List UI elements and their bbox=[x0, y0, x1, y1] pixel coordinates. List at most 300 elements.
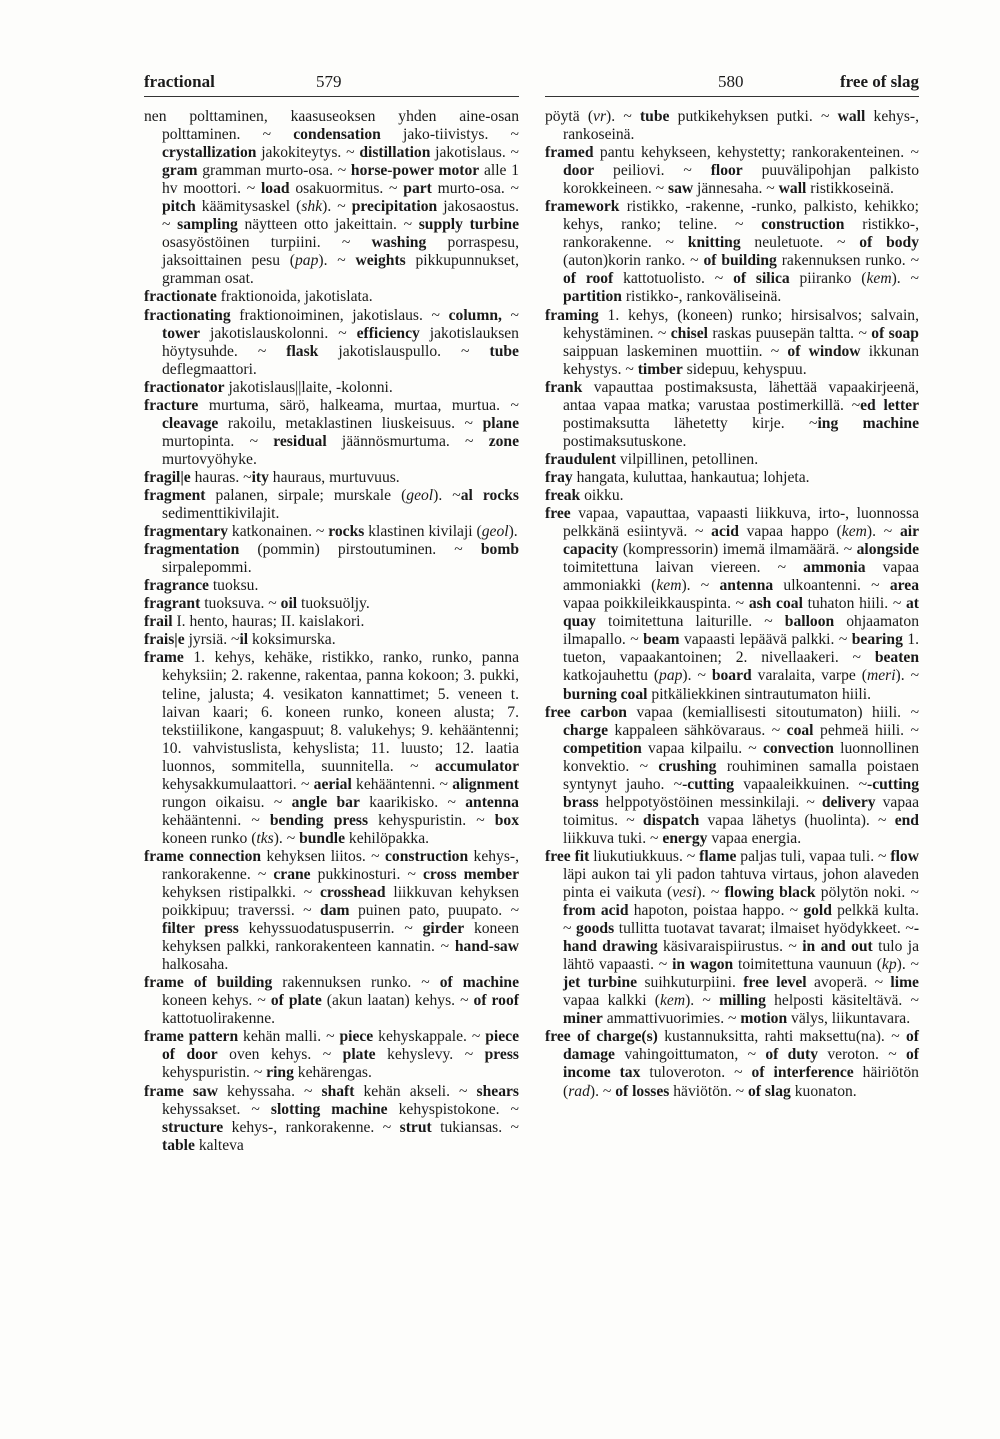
subentry-term: tube bbox=[489, 342, 519, 360]
definition-text: postimaksutuskone. bbox=[563, 432, 687, 450]
definition-text: häiriötön ( bbox=[563, 1064, 919, 1100]
subentry-term: crane bbox=[273, 865, 311, 883]
definition-text: häviötön. ~ bbox=[669, 1082, 748, 1100]
dictionary-entry bbox=[144, 108, 519, 288]
definition-text: peiliovi. ~ bbox=[594, 162, 711, 180]
definition-text: jakotislauspullo. ~ bbox=[318, 342, 490, 360]
subentry-term: shears bbox=[476, 1082, 519, 1100]
definition-text: ristikko-, rankorakenne. ~ bbox=[563, 216, 920, 252]
headword: free carbon bbox=[545, 703, 627, 721]
subentry-term: ing machine bbox=[817, 414, 919, 432]
definition-text: 1. kehys, (koneen) runko; hirsisalvos; salvain, kehystäminen. ~ bbox=[563, 306, 919, 342]
dictionary-entry bbox=[545, 198, 919, 306]
left-column bbox=[144, 108, 519, 1155]
definition-text: kehyspistokone. ~ bbox=[387, 1100, 519, 1118]
subentry-term: load bbox=[260, 180, 290, 198]
subentry-term: milling bbox=[719, 992, 766, 1010]
subentry-term: flask bbox=[286, 342, 319, 360]
definition-text: ). bbox=[508, 523, 518, 541]
subentry-term: partition bbox=[563, 288, 622, 306]
definition-text: liikkuva tuki. ~ bbox=[563, 829, 663, 847]
subentry-term: end bbox=[894, 811, 919, 829]
dictionary-entry bbox=[144, 469, 519, 487]
dictionary-entry bbox=[144, 974, 519, 1028]
definition-text: oikku. bbox=[580, 486, 624, 504]
definition-text: rungon oikaisu. ~ bbox=[162, 793, 292, 811]
subentry-term: flow bbox=[890, 847, 919, 865]
definition-text: kehyksen liitos. ~ bbox=[261, 847, 385, 865]
definition-text: murtopinta. ~ bbox=[162, 432, 274, 450]
definition-text: oven kehys. ~ bbox=[217, 1046, 343, 1064]
definition-text: pelkkä kulta. ~ bbox=[563, 902, 919, 938]
subentry-term: -cutting bbox=[682, 775, 735, 793]
subentry-term: girder bbox=[422, 920, 465, 938]
headword: fractionator bbox=[144, 378, 225, 396]
definition-text: vapaa poikkileikkauspinta. ~ bbox=[563, 595, 749, 613]
subentry-term: ash coal bbox=[748, 595, 803, 613]
subentry-term: -hand drawing bbox=[563, 920, 920, 956]
definition-text: osakuormitus. ~ bbox=[289, 180, 404, 198]
subentry-term: dispatch bbox=[642, 811, 700, 829]
dictionary-entry bbox=[144, 379, 519, 397]
definition-text: puinen pato, puupato. ~ bbox=[349, 902, 520, 920]
subentry-term: precipitation bbox=[351, 198, 438, 216]
headword: fragrant bbox=[144, 595, 201, 613]
definition-text: luonnollinen konvektio. ~ bbox=[563, 739, 919, 775]
definition-text: ). ~ bbox=[895, 667, 920, 685]
definition-text: avoperä. ~ bbox=[806, 974, 891, 992]
dictionary-entry bbox=[144, 541, 519, 577]
subentry-term: crushing bbox=[658, 757, 717, 775]
headword: fraudulent bbox=[545, 450, 617, 468]
definition-text: kehyspuristin. ~ bbox=[162, 1064, 267, 1082]
definition-text: kehys-, rankorakenne. ~ bbox=[223, 1118, 400, 1136]
subentry-term: aerial bbox=[313, 775, 352, 793]
definition-text: liikkuvan kehyksen poikkipuu; traverssi. ~ bbox=[162, 884, 519, 920]
definition-text: hangata, kuluttaa, hankautua; lohjeta. bbox=[572, 468, 810, 486]
subentry-term: of body bbox=[859, 234, 920, 252]
subentry-term: construction bbox=[761, 216, 845, 234]
field-label: pap bbox=[659, 667, 683, 685]
definition-text: alle 1 hv moottori. ~ bbox=[162, 162, 520, 198]
definition-text: kattotuolisto. ~ bbox=[613, 270, 734, 288]
definition-text: pöytä ( bbox=[545, 108, 594, 125]
definition-text: kehärengas. bbox=[293, 1064, 372, 1082]
definition-text: jako-tiivistys. ~ bbox=[380, 126, 519, 144]
definition-text: koneen runko ( bbox=[162, 829, 257, 847]
definition-text: kehyspuristin. ~ bbox=[368, 811, 495, 829]
subentry-term: press bbox=[484, 1046, 519, 1064]
subentry-term: of income tax bbox=[563, 1046, 919, 1082]
definition-text: ristikko, -rakenne, -runko, palkisto, kehikko; kehys, ranko; teline. ~ bbox=[563, 198, 919, 234]
definition-text: ulkoantenni. ~ bbox=[773, 577, 890, 595]
subentry-term: cross member bbox=[423, 865, 520, 883]
definition-text: puuvälipohjan palkisto korokkeineen. ~ bbox=[563, 162, 920, 198]
headword: frame connection bbox=[144, 847, 262, 865]
definition-text: vapauttaa postimaksusta, lähettää vapaakirjeenä, antaa vapaa matka; varustaa postimerkillä. ~ bbox=[563, 378, 919, 414]
definition-text: murtuma, särö, halkeama, murtaa, murtua. ~ bbox=[198, 396, 519, 414]
field-label: geol bbox=[406, 486, 434, 504]
definition-text: pitkäliekkinen sintrautumaton hiili. bbox=[647, 685, 871, 703]
field-label: meri bbox=[866, 667, 896, 685]
dictionary-entry bbox=[545, 451, 919, 469]
definition-text: kehyssuodatuspuserrin. ~ bbox=[238, 920, 423, 938]
headword: frame saw bbox=[144, 1082, 218, 1100]
subentry-term: door bbox=[563, 162, 595, 180]
definition-text: vapaasti lepäävä palkki. ~ bbox=[679, 631, 852, 649]
subentry-term: bundle bbox=[299, 829, 346, 847]
headword: fractionate bbox=[144, 288, 217, 306]
subentry-term: piece of door bbox=[162, 1028, 519, 1064]
definition-text: sedimenttikivilajit. bbox=[162, 505, 280, 523]
definition-text: pehmeä hiili. ~ bbox=[813, 721, 919, 739]
definition-text: tulo ja lähtö vapaasti. ~ bbox=[563, 938, 920, 974]
definition-text: jyrsiä. ~ bbox=[184, 631, 240, 649]
subentry-term: residual bbox=[273, 432, 327, 450]
definition-text: kuonaton. bbox=[790, 1082, 857, 1100]
definition-text: sidepuu, kehyspuu. bbox=[682, 360, 807, 378]
dictionary-entry bbox=[144, 1083, 519, 1155]
subentry-term: accumulator bbox=[434, 757, 519, 775]
definition-text: murto-osa. ~ bbox=[431, 180, 519, 198]
definition-text: porraspesu, jaksoittainen pesu ( bbox=[162, 234, 519, 270]
definition-text: gramman murto-osa. ~ bbox=[197, 162, 351, 180]
definition-text: jännesaha. ~ bbox=[693, 180, 779, 198]
subentry-term: board bbox=[711, 667, 752, 685]
subentry-term: oil bbox=[280, 595, 298, 613]
subentry-term: energy bbox=[662, 829, 708, 847]
definition-text: ). ~ bbox=[896, 956, 919, 974]
subentry-term: ammonia bbox=[803, 559, 866, 577]
definition-text: ohjaamaton ilmapallo. ~ bbox=[563, 613, 919, 649]
subentry-term: alignment bbox=[452, 775, 519, 793]
headword: free fit bbox=[545, 847, 590, 865]
subentry-term: il bbox=[239, 631, 249, 649]
definition-text: sirpalepommi. bbox=[162, 559, 252, 577]
subentry-term: slotting machine bbox=[270, 1100, 388, 1118]
dictionary-entry bbox=[144, 649, 519, 848]
definition-text: katkojauhettu ( bbox=[563, 667, 660, 685]
dictionary-entry bbox=[545, 704, 919, 848]
headword: frais|e bbox=[144, 631, 185, 649]
subentry-term: dam bbox=[320, 902, 350, 920]
definition-text: tuoksu. bbox=[208, 577, 259, 595]
definition-text: jakosaostus. ~ bbox=[162, 198, 519, 234]
definition-text: vapaaleikkuinen. ~ bbox=[734, 775, 868, 793]
field-label: kem bbox=[660, 992, 686, 1010]
subentry-term: free level bbox=[743, 974, 807, 992]
subentry-term: charge bbox=[563, 721, 609, 739]
subentry-term: efficiency bbox=[356, 324, 420, 342]
definition-text: kehyssakset. ~ bbox=[162, 1100, 271, 1118]
headword: framework bbox=[545, 198, 620, 216]
definition-text: (akun laatan) kehys. ~ bbox=[321, 992, 474, 1010]
dictionary-entry bbox=[144, 288, 519, 306]
definition-text: pantu kehykseen, kehystetty; rankorakenteinen. ~ bbox=[593, 144, 919, 162]
subentry-term: in and out bbox=[802, 938, 873, 956]
field-label: vr bbox=[593, 108, 607, 125]
subentry-term: sampling bbox=[177, 216, 238, 234]
definition-text: vapaa ammoniakki ( bbox=[563, 559, 919, 595]
subentry-term: miner bbox=[563, 1010, 603, 1028]
definition-text: palanen, sirpale; murskale ( bbox=[205, 486, 407, 504]
subentry-term: washing bbox=[371, 234, 427, 252]
subentry-term: horse-power motor bbox=[350, 162, 480, 180]
dictionary-entry bbox=[144, 595, 519, 613]
subentry-term: supply turbine bbox=[418, 216, 519, 234]
headword: frame bbox=[144, 649, 184, 667]
definition-text: ). ~ bbox=[696, 884, 725, 902]
headword: framing bbox=[545, 306, 599, 324]
subentry-term: ed letter bbox=[860, 396, 919, 414]
subentry-term: of losses bbox=[615, 1082, 670, 1100]
subentry-term: column, bbox=[448, 306, 502, 324]
dictionary-entry bbox=[545, 505, 919, 704]
headword: fragmentary bbox=[144, 523, 228, 541]
subentry-term: shaft bbox=[321, 1082, 355, 1100]
definition-text: välys, liikuntavara. bbox=[787, 1010, 911, 1028]
headword: free bbox=[545, 505, 571, 523]
dictionary-entry bbox=[144, 397, 519, 469]
definition-text: ). ~ bbox=[685, 992, 720, 1010]
dictionary-entry bbox=[545, 307, 919, 379]
definition-text: tukiansas. ~ bbox=[431, 1118, 519, 1136]
subentry-term: gram bbox=[162, 162, 198, 180]
definition-text: helposti käsiteltävä. ~ bbox=[765, 992, 919, 1010]
definition-text: hapoton, poistaa happo. ~ bbox=[628, 902, 804, 920]
definition-text: tuoksuöljy. bbox=[297, 595, 370, 613]
subentry-term: gold bbox=[803, 902, 832, 920]
dictionary-entry bbox=[545, 487, 919, 505]
definition-text: 1. kehys, kehäke, ristikko, ranko, runko, panna kehyksiin; 2. rakenne, rakentaa, panna kokoon; 3. pukki, teline, jalusta; 4. vesikaton kannattimet; 5. veneen t. laivan kaari; 6. koneen runko, koneen alusta; 7. tekstiilikone, kangaspuut; 8. valukehys; 9. kehääntenni; 10. vahvistuslista, kehyslista; 11. luusto; 12. laatia luonnos, sommitella, suunnitella. ~ bbox=[162, 649, 519, 775]
right-running-head: free of slag bbox=[840, 72, 919, 91]
subentry-term: goods bbox=[576, 920, 615, 938]
subentry-term: ring bbox=[266, 1064, 294, 1082]
dictionary-entry bbox=[545, 108, 919, 144]
definition-text: jakokiteytys. ~ bbox=[256, 144, 360, 162]
definition-text: postimaksutta lähetetty kirje. ~ bbox=[563, 414, 818, 432]
definition-text: koneen kehyksen palkki, rankorakenteen kannatin. ~ bbox=[162, 920, 519, 956]
definition-text: varalaita, varpe ( bbox=[751, 667, 867, 685]
definition-text: käämitysaskel ( bbox=[195, 198, 302, 216]
subentry-term: of plate bbox=[270, 992, 322, 1010]
subentry-term: of interference bbox=[751, 1064, 854, 1082]
definition-text: kehyslevy. ~ bbox=[375, 1046, 485, 1064]
headword: framed bbox=[545, 144, 594, 162]
definition-text: kalteva bbox=[194, 1136, 244, 1154]
subentry-term: beaten bbox=[874, 649, 919, 667]
definition-text: raskas puusepän taltta. ~ bbox=[707, 324, 872, 342]
definition-text: koneen kehys. ~ bbox=[162, 992, 271, 1010]
subentry-term: jet turbine bbox=[563, 974, 638, 992]
headword: fractionating bbox=[144, 306, 231, 324]
subentry-term: lime bbox=[890, 974, 919, 992]
definition-text: ). ~ bbox=[273, 829, 300, 847]
dictionary-entry bbox=[545, 1028, 919, 1100]
definition-text: vapaa, vapauttaa, vapaasti liikkuva, irto-, luonnossa pelkkänä esiintyvä. ~ bbox=[563, 505, 919, 541]
subentry-term: cleavage bbox=[162, 414, 219, 432]
subentry-term: wall bbox=[778, 180, 807, 198]
definition-text: halkosaha. bbox=[162, 956, 229, 974]
subentry-term: from acid bbox=[563, 902, 629, 920]
definition-text: kehys-, rankoseinä. bbox=[563, 108, 919, 144]
subentry-term: al rocks bbox=[460, 486, 519, 504]
definition-text: hauras. ~ bbox=[190, 468, 252, 486]
definition-text: käsivaraispiirustus. ~ bbox=[657, 938, 803, 956]
subentry-term: table bbox=[162, 1136, 195, 1154]
definition-text: kaarikisko. ~ bbox=[359, 793, 466, 811]
definition-text: rakoilu, metaklastinen liuskeisuus. ~ bbox=[218, 414, 483, 432]
subentry-term: bearing bbox=[851, 631, 903, 649]
dictionary-entry bbox=[545, 379, 919, 451]
definition-text: kehyssaha. ~ bbox=[217, 1082, 322, 1100]
subentry-term: tube bbox=[639, 108, 670, 125]
dictionary-entry bbox=[144, 848, 519, 974]
subentry-term: motion bbox=[740, 1010, 788, 1028]
field-label: geol bbox=[481, 523, 509, 541]
subentry-term: of window bbox=[787, 342, 861, 360]
subentry-term: construction bbox=[384, 847, 469, 865]
definition-text: kehän malli. ~ bbox=[238, 1028, 340, 1046]
subentry-term: condensation bbox=[293, 126, 381, 144]
dictionary-entry bbox=[545, 144, 919, 198]
definition-text: nen polttaminen, kaasuseoksen yhden aine-osan polttaminen. ~ bbox=[144, 108, 519, 144]
left-page-number: 579 bbox=[316, 72, 342, 91]
subentry-term: crystallization bbox=[162, 144, 257, 162]
definition-text: (kompressorin) imemä ilmamäärä. ~ bbox=[618, 541, 857, 559]
definition-text: ). ~ bbox=[433, 486, 461, 504]
subentry-term: wall bbox=[837, 108, 866, 125]
definition-text: ). ~ bbox=[322, 198, 352, 216]
subentry-term: floor bbox=[710, 162, 743, 180]
dictionary-entry bbox=[144, 577, 519, 595]
field-label: shk bbox=[301, 198, 323, 216]
definition-text: ~ bbox=[501, 306, 519, 324]
definition-text: kehilöpakka. bbox=[345, 829, 430, 847]
definition-text: kappaleen sähkövaraus. ~ bbox=[608, 721, 787, 739]
subentry-term: flame bbox=[699, 847, 737, 865]
headword: fragil|e bbox=[144, 468, 191, 486]
definition-text: ). ~ bbox=[318, 252, 356, 270]
definition-text: jakotislaus. ~ bbox=[430, 144, 519, 162]
subentry-term: of roof bbox=[563, 270, 614, 288]
definition-text: toimitettuna laivan viereen. ~ bbox=[563, 559, 804, 577]
dictionary-entry bbox=[144, 523, 519, 541]
subentry-term: pitch bbox=[162, 198, 196, 216]
headword: frame of building bbox=[144, 974, 273, 992]
definition-text: vapaa lähetys (huolinta). ~ bbox=[699, 811, 895, 829]
subentry-term: part bbox=[403, 180, 432, 198]
definition-text: kustannuksitta, rahti maksettu(na). ~ bbox=[657, 1028, 906, 1046]
definition-text: tuoksuva. ~ bbox=[200, 595, 281, 613]
definition-text: vapaa happo ( bbox=[738, 523, 842, 541]
subentry-term: antenna bbox=[465, 793, 519, 811]
left-running-head: fractional bbox=[144, 72, 215, 91]
subentry-term: at quay bbox=[563, 595, 919, 631]
subentry-term: of roof bbox=[473, 992, 519, 1010]
definition-text: vilpillinen, petollinen. bbox=[616, 450, 759, 468]
subentry-term: knitting bbox=[687, 234, 741, 252]
definition-text: klastinen kivilaji ( bbox=[364, 523, 482, 541]
definition-text: kattotuolirakenne. bbox=[162, 1010, 276, 1028]
subentry-term: of duty bbox=[765, 1046, 819, 1064]
subentry-term: filter press bbox=[162, 920, 239, 938]
dictionary-entry bbox=[144, 1028, 519, 1082]
right-header-rule bbox=[545, 96, 919, 97]
subentry-term: burning coal bbox=[563, 685, 648, 703]
definition-text: I. hento, hauras; II. kaislakori. bbox=[172, 613, 365, 631]
definition-text: rakennuksen runko. ~ bbox=[272, 974, 440, 992]
definition-text: ). ~ bbox=[589, 1082, 616, 1100]
dictionary-entry bbox=[144, 631, 519, 649]
definition-text: rouhiminen samalla poistaen syntynyt jauho. ~ bbox=[563, 757, 919, 793]
definition-text: deflegmaattori. bbox=[162, 360, 257, 378]
headword: frame pattern bbox=[144, 1028, 239, 1046]
subentry-term: bomb bbox=[480, 541, 519, 559]
headword: fragment bbox=[144, 486, 206, 504]
definition-text: läpi aukon tai yli padon tahtuva virtaus, johon alaveden pinta ei vaikuta ( bbox=[563, 865, 919, 902]
subentry-term: acid bbox=[711, 523, 739, 541]
definition-text: kehän akseli. ~ bbox=[354, 1082, 477, 1100]
subentry-term: timber bbox=[637, 360, 683, 378]
definition-text: fraktionoiminen, jakotislaus. ~ bbox=[230, 306, 449, 324]
subentry-term: of silica bbox=[733, 270, 790, 288]
right-page-number: 580 bbox=[718, 72, 744, 91]
definition-text: tuloveroton. ~ bbox=[640, 1064, 752, 1082]
subentry-term: coal bbox=[786, 721, 814, 739]
definition-text: saippuan laskeminen muottiin. ~ bbox=[563, 342, 788, 360]
definition-text: jakotislauksen höytysuhde. ~ bbox=[162, 324, 519, 360]
definition-text: jakotislaus||laite, -kolonni. bbox=[224, 378, 393, 396]
definition-text: rakennuksen runko. ~ bbox=[776, 252, 920, 270]
definition-text: ). ~ bbox=[891, 270, 919, 288]
field-label: kem bbox=[841, 523, 867, 541]
headword: fracture bbox=[144, 396, 199, 414]
subentry-term: area bbox=[889, 577, 919, 595]
definition-text: ammattivuorimies. ~ bbox=[602, 1010, 741, 1028]
definition-text: ). ~ bbox=[682, 667, 712, 685]
definition-text: vapaa kalkki ( bbox=[563, 992, 660, 1010]
definition-text: jäännösmurtuma. ~ bbox=[326, 432, 489, 450]
field-label: pap bbox=[295, 252, 319, 270]
subentry-term: zone bbox=[488, 432, 519, 450]
left-header-rule bbox=[144, 96, 519, 97]
definition-text: ). ~ bbox=[606, 108, 640, 125]
subentry-term: of slag bbox=[747, 1082, 791, 1100]
subentry-term: -cutting brass bbox=[563, 775, 919, 811]
definition-text: fraktionoida, jakotislata. bbox=[216, 288, 373, 306]
definition-text: tullitta tuotavat tavarat; ilmaiset hyödykkeet. ~ bbox=[614, 920, 914, 938]
definition-text: vapaa energia. bbox=[707, 829, 802, 847]
subentry-term: competition bbox=[563, 739, 642, 757]
subentry-term: distillation bbox=[359, 144, 431, 162]
definition-text: paljas tuli, vapaa tuli. ~ bbox=[736, 847, 891, 865]
headword: fray bbox=[545, 468, 573, 486]
subentry-term: strut bbox=[399, 1118, 432, 1136]
definition-text: ikkunan kehystys. ~ bbox=[563, 342, 920, 378]
definition-text: pikkupunnukset, gramman osat. bbox=[162, 252, 519, 288]
headword: fragmentation bbox=[144, 541, 240, 559]
subentry-term: of soap bbox=[871, 324, 919, 342]
subentry-term: plate bbox=[342, 1046, 376, 1064]
subentry-term: air capacity bbox=[563, 523, 919, 559]
definition-text: tuhaton hiili. ~ bbox=[802, 595, 906, 613]
definition-text: toimitettuna vaunuun ( bbox=[733, 956, 882, 974]
subentry-term: box bbox=[494, 811, 520, 829]
definition-text: ). ~ bbox=[866, 523, 900, 541]
definition-text: toimitettuna laiturille. ~ bbox=[595, 613, 785, 631]
subentry-term: beam bbox=[643, 631, 680, 649]
